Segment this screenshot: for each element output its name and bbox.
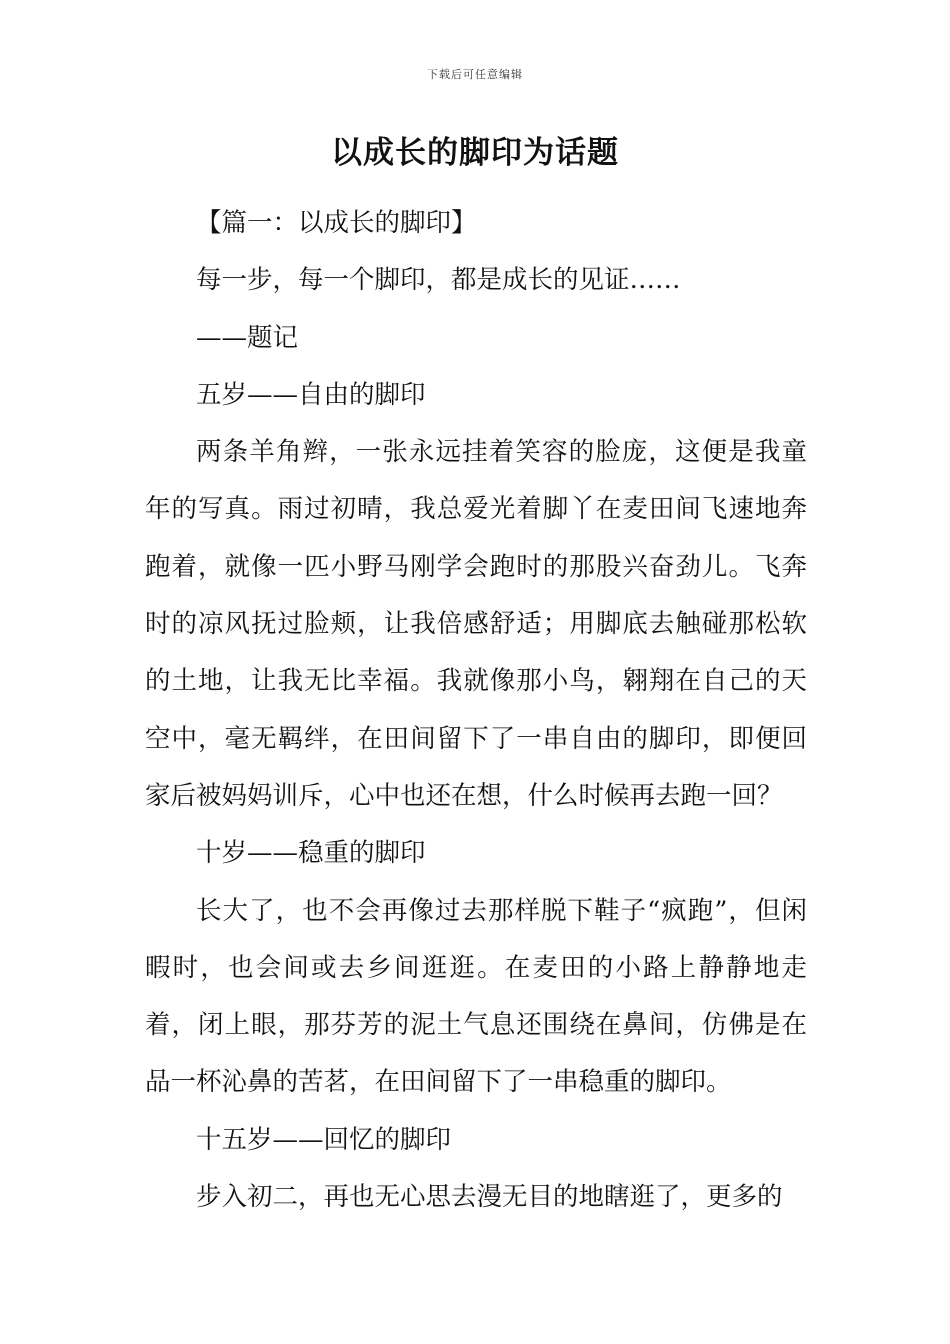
paragraph-age-ten: 长大了，也不会再像过去那样脱下鞋子“疯跑”，但闲暇时，也会间或去乡间逛逛。在麦田的小路上静静地走着，闭上眼，那芬芳的泥土气息还围绕在鼻间，仿佛是在品一杯沁鼻的苦茗，在田间留下了一串稳重的脚印。 <box>145 895 807 1098</box>
epigraph: 每一步，每一个脚印，都是成长的见证…… <box>196 265 681 296</box>
subheading-age-five: 五岁——自由的脚印 <box>196 379 426 410</box>
subheading-age-ten: 十岁——稳重的脚印 <box>196 838 426 869</box>
paragraph-age-five: 两条羊角辫，一张永远挂着笑容的脸庞，这便是我童年的写真。雨过初晴，我总爱光着脚丫在麦田间飞速地奔跑着，就像一匹小野马刚学会跑时的那股兴奋劲儿。飞奔时的凉风抚过脸颊，让我倍感舒适；用脚底去触碰那松软的土地，让我无比幸福。我就像那小鸟，翱翔在自己的天空中，毫无羁绊，在田间留下了一串自由的脚印，即便回家后被妈妈训斥，心中也还在想，什么时候再去跑一回？ <box>145 437 807 811</box>
document-title: 以成长的脚印为话题 <box>331 135 619 171</box>
document-body <box>145 195 807 1226</box>
subheading-age-fifteen: 十五岁——回忆的脚印 <box>196 1124 452 1155</box>
epigraph-attribution: ——题记 <box>196 322 299 353</box>
header-note: 下载后可任意编辑 <box>427 68 523 81</box>
section-heading: 【篇一：以成长的脚印】 <box>196 208 477 238</box>
paragraph-age-fifteen: 步入初二，再也无心思去漫无目的地瞎逛了，更多的 <box>196 1182 783 1213</box>
